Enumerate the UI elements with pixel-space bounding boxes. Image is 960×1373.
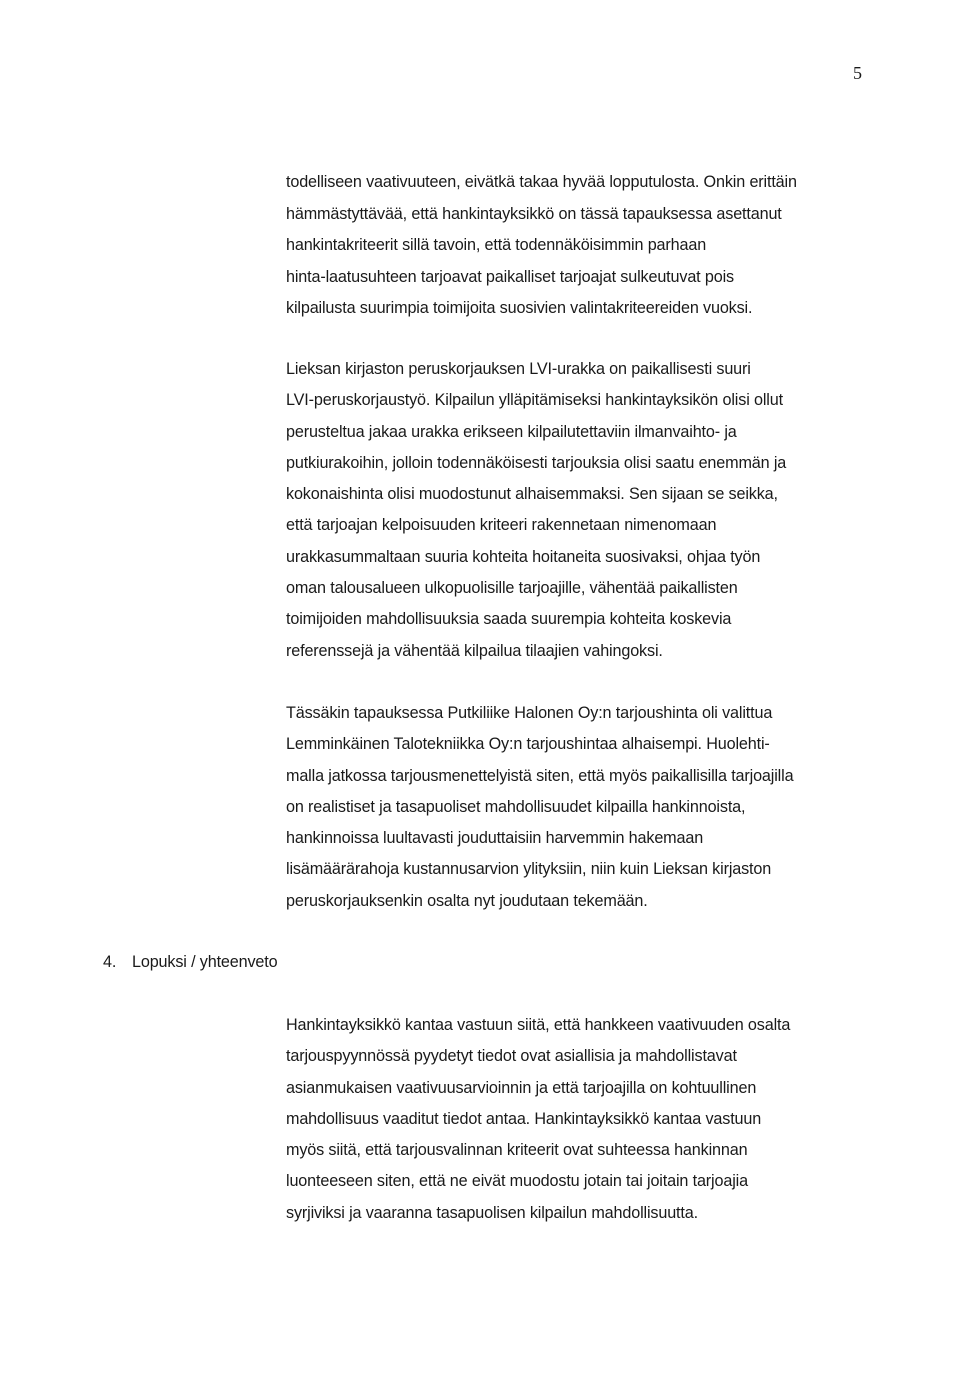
section-number: 4. [103, 953, 117, 971]
paragraph-line: asianmukaisen vaativuusarvioinnin ja että tarjoajilla on kohtuullinen [286, 1078, 757, 1097]
paragraph-line: malla jatkossa tarjousmenettelyistä siten, että myös paikallisilla tarjoajilla [286, 766, 794, 785]
page-number: 5 [853, 63, 862, 83]
paragraph-line: todelliseen vaativuuteen, eivätkä takaa hyvää lopputulosta. Onkin erittäin [286, 173, 797, 191]
paragraph-3 [286, 698, 793, 917]
paragraph-line: LVI-peruskorjaustyö. Kilpailun ylläpitämiseksi hankintayksikön olisi ollut [286, 391, 783, 410]
paragraph-line: Tässäkin tapauksessa Putkiliike Halonen Oy:n tarjoushinta oli valittua [286, 704, 773, 722]
paragraph-line: on realistiset ja tasapuoliset mahdollisuudet kilpailla hankinnoista, [286, 797, 746, 816]
paragraph-line: putkiurakoihin, jolloin todennäköisesti tarjouksia olisi saatu enemmän ja [286, 453, 787, 472]
paragraph-line: kokonaishinta olisi muodostunut alhaisemmaksi. Sen sijaan se seikka, [286, 485, 778, 504]
paragraph-line: kilpailusta suurimpia toimijoita suosivien valintakriteereiden vuoksi. [286, 299, 753, 317]
paragraph-line: luonteeseen siten, että ne eivät muodostu jotain tai joitain tarjoajia [286, 1172, 748, 1191]
paragraph-4 [286, 1010, 790, 1229]
paragraph-2 [286, 354, 786, 667]
paragraph-line: hankintakriteerit sillä tavoin, että todennäköisimmin parhaan [286, 236, 707, 254]
paragraph-line: myös siitä, että tarjousvalinnan kriteerit ovat suhteessa hankinnan [286, 1141, 748, 1160]
paragraph-line: mahdollisuus vaaditut tiedot antaa. Hankintayksikkö kantaa vastuun [286, 1109, 762, 1128]
section-heading [103, 949, 278, 975]
paragraph-line: Lemminkäinen Talotekniikka Oy:n tarjoushintaa alhaisempi. Huolehti- [286, 735, 770, 754]
paragraph-line: Hankintayksikkö kantaa vastuun siitä, että hankkeen vaativuuden osalta [286, 1016, 791, 1034]
paragraph-line: urakkasummaltaan suuria kohteita hoitaneita suosivaksi, ohjaa työn [286, 547, 761, 566]
paragraph-line: hinta-laatusuhteen tarjoavat paikalliset tarjoajat sulkeutuvat pois [286, 267, 734, 286]
paragraph-line: lisämäärärahoja kustannusarvion ylityksiin, niin kuin Lieksan kirjaston [286, 860, 772, 879]
paragraph-line: tarjouspyynnössä pyydetyt tiedot ovat asiallisia ja mahdollistavat [286, 1047, 737, 1066]
paragraph-line: referenssejä ja vähentää kilpailua tilaajien vahingoksi. [286, 641, 663, 660]
section-title: Lopuksi / yhteenveto [132, 953, 278, 971]
paragraph-line: hämmästyttävää, että hankintayksikkö on tässä tapauksessa asettanut [286, 204, 782, 223]
paragraph-line: perusteltua jakaa urakka erikseen kilpailutettaviin ilmanvaihto- ja [286, 422, 737, 441]
paragraph-line: toimijoiden mahdollisuuksia saada suurempia kohteita koskevia [286, 610, 732, 629]
paragraph-line: että tarjoajan kelpoisuuden kriteeri rakennetaan nimenomaan [286, 516, 717, 535]
paragraph-line: oman talousalueen ulkopuolisille tarjoajille, vähentää paikallisten [286, 579, 738, 598]
paragraph-line: hankinnoissa luultavasti jouduttaisiin harvemmin hakemaan [286, 829, 704, 848]
paragraph-1 [286, 167, 797, 325]
paragraph-line: syrjiviksi ja vaaranna tasapuolisen kilpailun mahdollisuutta. [286, 1203, 698, 1222]
paragraph-line: peruskorjauksenkin osalta nyt joudutaan tekemään. [286, 891, 648, 910]
paragraph-line: Lieksan kirjaston peruskorjauksen LVI-urakka on paikallisesti suuri [286, 360, 751, 378]
